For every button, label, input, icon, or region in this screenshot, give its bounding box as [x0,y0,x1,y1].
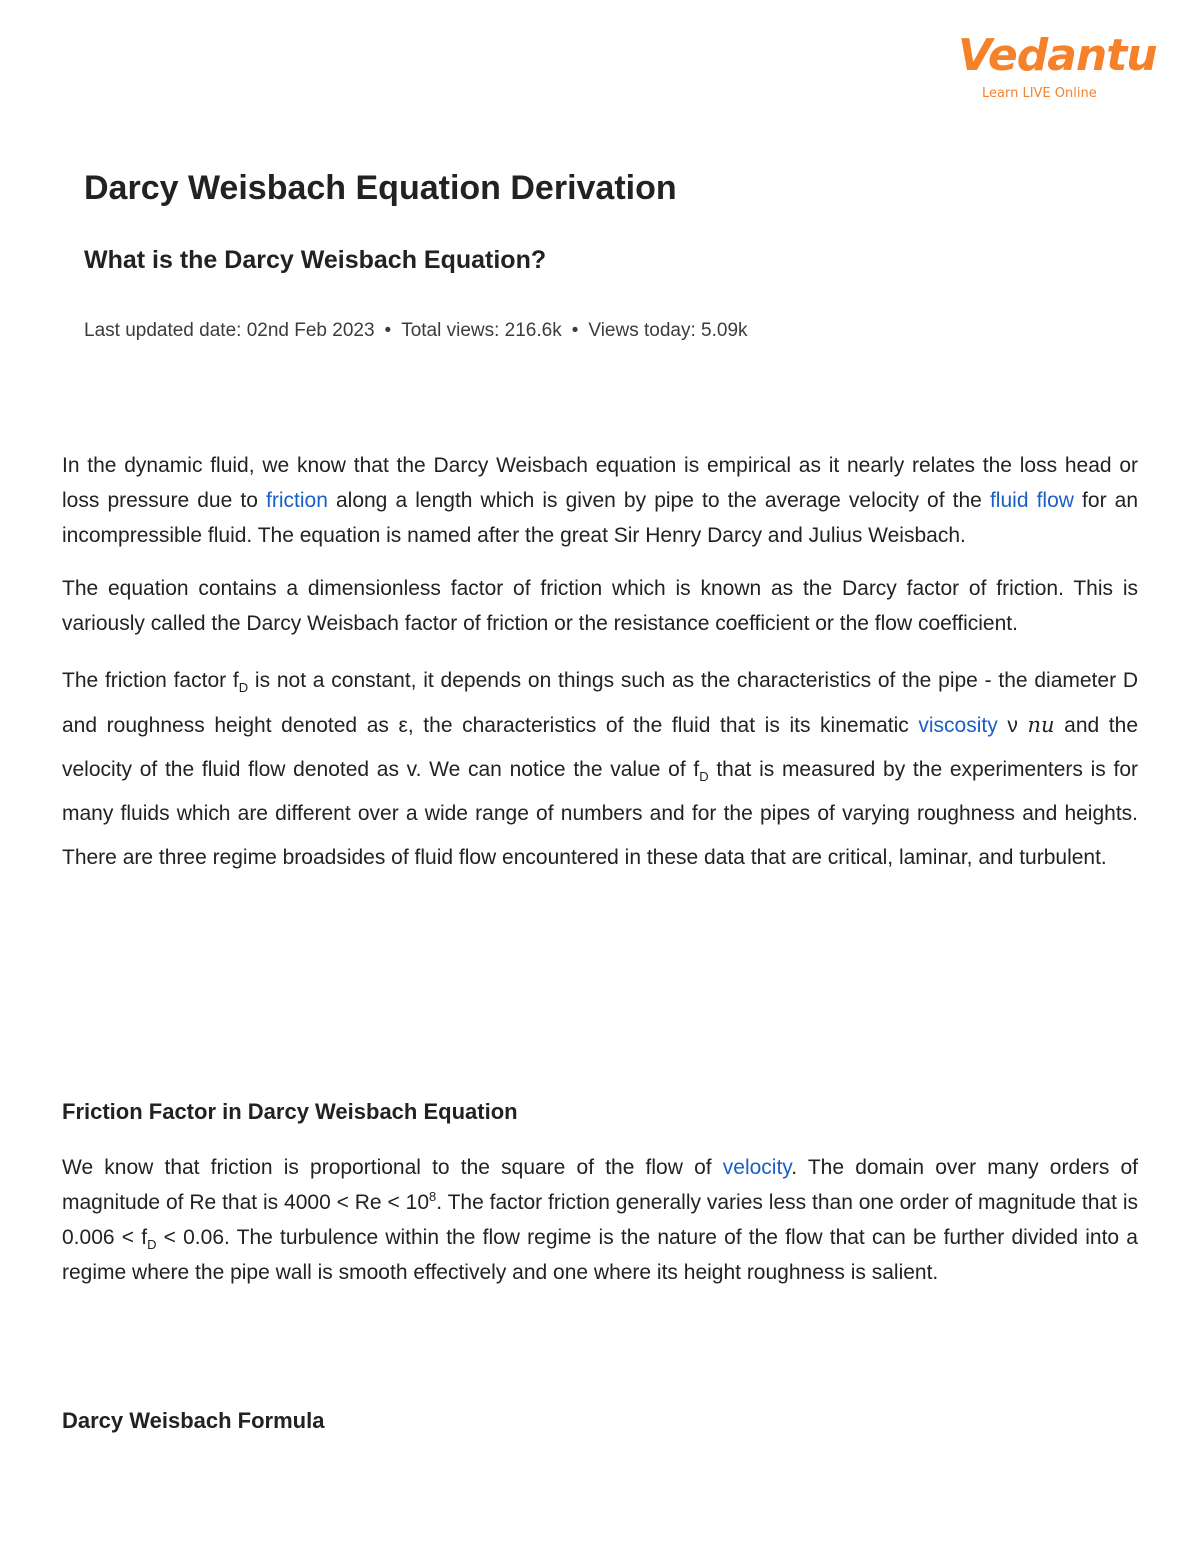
text: along a length which is given by pipe to the average velocity of the [327,489,990,512]
section-heading-friction-factor: Friction Factor in Darcy Weisbach Equation [62,1099,518,1124]
total-views: Total views: 216.6k [401,320,562,341]
viscosity-link[interactable]: viscosity [918,714,998,737]
paragraph-friction-factor [62,659,1138,880]
text: . The domain over many orders of magnitude of Re that is 4000 < Re < 10 [62,1156,1138,1214]
logo-wordmark: Vedantu [958,30,1157,81]
logo-tagline: Learn LIVE Online [982,86,1097,101]
velocity-link[interactable]: velocity [722,1156,792,1179]
text: We know that friction is proportional to the square of the flow of [62,1156,723,1179]
text: In the dynamic fluid, we know that the Darcy Weisbach equation is empirical as it nearly relates the loss head or loss pressure due to [62,454,1138,512]
friction-link[interactable]: friction [266,489,328,512]
paragraph-darcy-factor: The equation contains a dimensionless factor of friction which is known as the Darcy factor of friction. This is variously called the Darcy Weisbach factor of friction or the resistance coefficient or the flow coefficient. [62,577,1138,635]
last-updated: Last updated date: 02nd Feb 2023 [84,320,375,341]
article-body-2 [62,1150,1138,1290]
text: and the velocity of the fluid flow denoted as v. We can notice the value of f [62,714,1138,781]
subscript: D [147,1237,157,1253]
subscript: D [699,769,709,785]
fluid-flow-link[interactable]: fluid flow [989,489,1074,512]
text: ν [997,714,1028,737]
section-heading-formula: Darcy Weisbach Formula [62,1408,325,1433]
page-title: Darcy Weisbach Equation Derivation [84,169,677,207]
subscript: D [238,680,249,696]
text: < 0.06. The turbulence within the flow regime is the nature of the flow that can be further divided into a regime where the pipe wall is smooth effectively and one where its height roughness is salient. [62,1226,1138,1284]
paragraph-friction-domain [62,1150,1138,1290]
nu-symbol: nu [1027,713,1055,737]
meta-separator: • [384,320,392,341]
meta-separator: • [571,320,579,341]
text: is not a constant, it depends on things such as the characteristics of the pipe - the diameter D and roughness height denoted as ε, the characteristics of the fluid that is its kinematic [62,669,1139,737]
page-subtitle: What is the Darcy Weisbach Equation? [84,246,547,274]
text: that is measured by the experimenters is for many fluids which are different over a wide range of numbers and for the pipes of varying roughness and heights. There are three regime broadsides of fluid flow encountered in these data that are critical, laminar, and turbulent. [62,758,1138,869]
superscript: 8 [429,1189,437,1204]
text: . The factor friction generally varies less than one order of magnitude that is 0.006 < f [62,1191,1138,1249]
article-body [62,448,1138,898]
views-today: Views today: 5.09k [588,320,748,341]
text: for an incompressible fluid. The equation is named after the great Sir Henry Darcy and Julius Weisbach. [62,489,1139,547]
text: The friction factor f [62,669,239,692]
paragraph-intro [62,448,1138,553]
article-meta [84,316,748,346]
vedantu-logo[interactable] [958,30,1157,110]
